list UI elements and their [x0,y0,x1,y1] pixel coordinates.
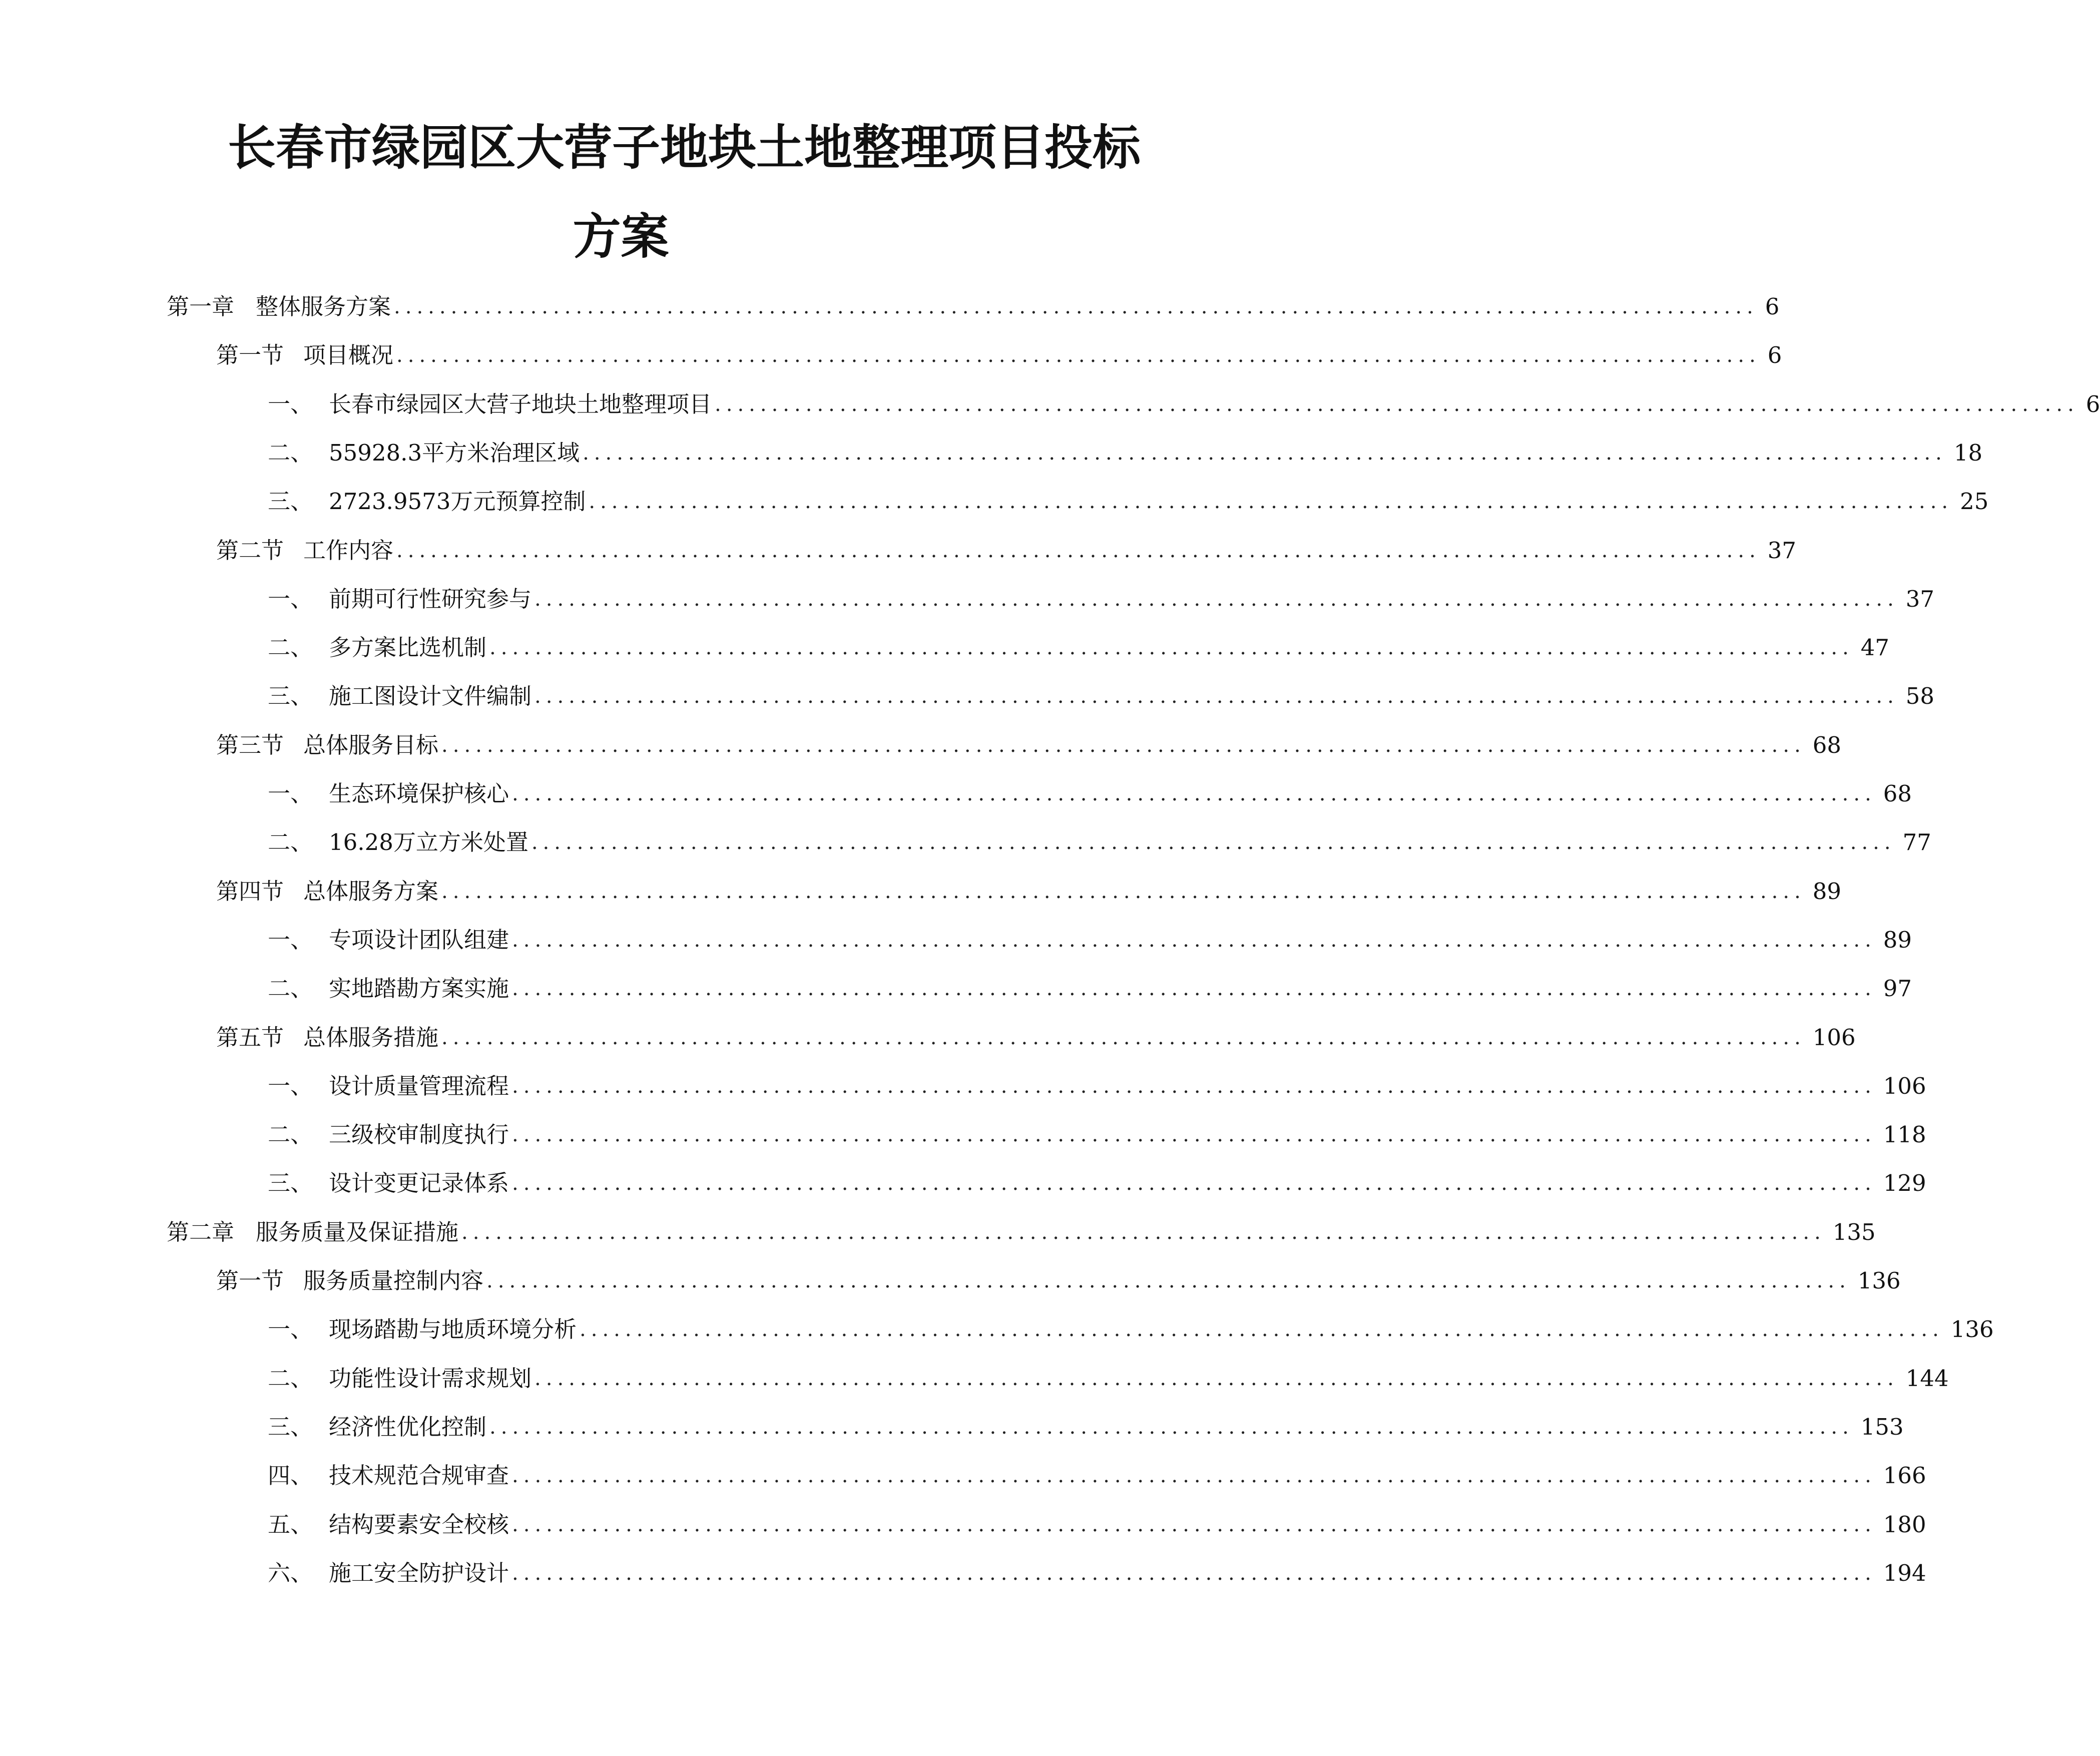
toc-page-number: 6 [1767,342,1782,369]
document-title-line-2: 方案 [573,208,669,265]
toc-dot-leader: ........................................................................................................................ [589,490,1953,514]
toc-entry-title: 项目概况 [303,342,394,369]
toc-dot-leader: ........................................................................................................................ [512,1123,1876,1147]
toc-entry-number: 第二节 [216,537,284,564]
toc-entry[interactable] [268,679,1935,714]
toc-dot-leader: ........................................................................................................................ [512,928,1876,952]
toc-entry-title: 55928.3平方米治理区域 [329,439,580,466]
toc-dot-leader: ........................................................................................................................ [580,1318,1944,1342]
toc-page-number: 136 [1857,1267,1901,1294]
toc-entry-title: 生态环境保护核心 [329,780,509,807]
toc-dot-leader: ........................................................................................................................ [396,344,1761,367]
toc-entry[interactable] [216,874,1842,909]
toc-page-number: 129 [1883,1170,1926,1197]
toc-entry-number: 一、 [268,926,313,953]
toc-entry[interactable] [268,1166,1926,1201]
toc-dot-leader: ........................................................................................................................ [535,587,1899,611]
toc-page-number: 68 [1812,731,1842,758]
toc-entry[interactable] [216,728,1842,763]
toc-entry[interactable] [268,1507,1926,1542]
toc-entry-number: 四、 [268,1462,313,1489]
toc-entry-number: 一、 [268,1072,313,1099]
toc-entry-title: 设计质量管理流程 [329,1072,509,1099]
toc-page-number: 37 [1767,537,1797,564]
toc-entry[interactable] [268,1069,1926,1104]
toc-page-number: 180 [1883,1511,1926,1538]
toc-entry-number: 第三节 [216,731,284,758]
toc-entry-title: 前期可行性研究参与 [329,585,532,612]
toc-page-number: 194 [1883,1559,1926,1586]
toc-entry-title: 整体服务方案 [256,293,391,320]
toc-entry[interactable] [268,435,1983,471]
toc-dot-leader: ........................................................................................................................ [461,1220,1826,1244]
toc-entry-title: 施工安全防护设计 [329,1559,509,1586]
toc-dot-leader: ........................................................................................................................ [394,295,1758,318]
toc-dot-leader: ........................................................................................................................ [441,880,1806,903]
toc-dot-leader: ........................................................................................................................ [441,733,1806,757]
toc-entry-number: 三、 [268,1170,313,1197]
toc-dot-leader: ........................................................................................................................ [512,1513,1876,1536]
toc-entry[interactable] [268,1312,1994,1347]
toc-entry-title: 总体服务方案 [303,877,439,905]
toc-entry-number: 二、 [268,439,313,466]
toc-page-number: 68 [1883,780,1912,807]
toc-entry-title: 2723.9573万元预算控制 [329,488,586,515]
toc-entry-title: 现场踏勘与地质环境分析 [329,1316,577,1343]
document-title-line-1: 长春市绿园区大营子地块土地整理项目投标 [228,119,1141,176]
toc-entry-number: 一、 [268,1316,313,1343]
toc-page-number: 6 [1765,293,1780,320]
toc-entry-number: 二、 [268,1365,313,1392]
toc-entry-number: 五、 [268,1511,313,1538]
toc-entry-title: 16.28万立方米处置 [329,829,529,856]
toc-entry[interactable] [268,1117,1926,1152]
toc-dot-leader: ........................................................................................................................ [535,1367,1899,1390]
toc-entry[interactable] [268,971,1912,1006]
toc-entry-title: 技术规范合规审查 [329,1462,509,1489]
toc-entry[interactable] [216,338,1782,373]
toc-dot-leader: ........................................................................................................................ [512,1561,1876,1585]
toc-entry[interactable] [268,387,2100,422]
toc-entry-title: 实地踏勘方案实施 [329,975,509,1002]
toc-entry[interactable] [268,1410,1904,1445]
toc-page-number: 135 [1832,1218,1876,1245]
toc-entry-title: 专项设计团队组建 [329,926,509,953]
toc-entry[interactable] [167,1215,1876,1250]
toc-dot-leader: ........................................................................................................................ [512,1172,1876,1195]
toc-entry-number: 一、 [268,585,313,612]
toc-entry[interactable] [268,630,1890,665]
toc-page-number: 106 [1812,1024,1856,1051]
toc-dot-leader: ........................................................................................................................ [531,831,1896,854]
toc-dot-leader: ........................................................................................................................ [715,392,2079,416]
toc-page-number: 77 [1902,829,1931,856]
toc-entry[interactable] [268,582,1935,617]
toc-page-number: 136 [1950,1316,1994,1343]
toc-entry[interactable] [268,825,1931,860]
toc-page-number: 144 [1905,1365,1949,1392]
toc-page-number: 18 [1953,439,1983,466]
toc-entry-title: 经济性优化控制 [329,1413,487,1440]
toc-entry[interactable] [216,1020,1856,1055]
toc-dot-leader: ........................................................................................................................ [489,636,1854,660]
toc-entry-number: 二、 [268,829,313,856]
toc-entry-number: 二、 [268,1121,313,1148]
toc-page-number: 37 [1905,585,1935,612]
toc-page-number: 97 [1883,975,1912,1002]
toc-entry-title: 总体服务目标 [303,731,439,758]
toc-page-number: 153 [1860,1413,1904,1440]
toc-dot-leader: ........................................................................................................................ [396,539,1761,562]
toc-dot-leader: ........................................................................................................................ [512,977,1876,1001]
toc-entry[interactable] [216,533,1797,568]
toc-entry-title: 服务质量控制内容 [303,1267,484,1294]
toc-dot-leader: ........................................................................................................................ [512,1464,1876,1488]
toc-entry[interactable] [268,923,1912,958]
toc-entry-number: 六、 [268,1559,313,1586]
toc-entry-title: 多方案比选机制 [329,634,487,661]
toc-entry[interactable] [268,1458,1926,1493]
toc-page-number: 89 [1883,926,1912,953]
toc-entry[interactable] [268,484,1989,519]
toc-entry[interactable] [167,289,1780,324]
toc-entry-number: 一、 [268,390,313,417]
toc-entry-number: 二、 [268,975,313,1002]
toc-entry[interactable] [216,1263,1901,1298]
toc-entry-number: 三、 [268,488,313,515]
toc-entry-number: 第一节 [216,1267,284,1294]
toc-entry-number: 三、 [268,683,313,710]
toc-entry[interactable] [268,776,1912,811]
toc-entry-number: 第一章 [167,293,235,320]
toc-dot-leader: ........................................................................................................................ [583,441,1947,465]
toc-entry-number: 第四节 [216,877,284,905]
toc-entry-number: 三、 [268,1413,313,1440]
toc-entry-number: 一、 [268,780,313,807]
toc-entry-title: 设计变更记录体系 [329,1170,509,1197]
toc-entry-title: 三级校审制度执行 [329,1121,509,1148]
toc-entry-title: 结构要素安全校核 [329,1511,509,1538]
toc-page-number: 25 [1960,488,1989,515]
toc-page-number: 6 [2085,390,2100,417]
toc-dot-leader: ........................................................................................................................ [512,782,1876,805]
toc-entry-number: 二、 [268,634,313,661]
toc-entry-title: 施工图设计文件编制 [329,683,532,710]
toc-dot-leader: ........................................................................................................................ [486,1269,1851,1292]
toc-page-number: 166 [1883,1462,1926,1489]
toc-dot-leader: ........................................................................................................................ [512,1074,1876,1098]
toc-dot-leader: ........................................................................................................................ [535,685,1899,708]
toc-entry-title: 功能性设计需求规划 [329,1365,532,1392]
toc-dot-leader: ........................................................................................................................ [441,1026,1806,1049]
toc-entry[interactable] [268,1361,1949,1396]
toc-entry-number: 第五节 [216,1024,284,1051]
toc-entry-title: 工作内容 [303,537,394,564]
toc-entry-title: 总体服务措施 [303,1024,439,1051]
toc-page-number: 118 [1883,1121,1926,1148]
toc-entry-title: 长春市绿园区大营子地块土地整理项目 [329,390,712,417]
toc-page-number: 106 [1883,1072,1926,1099]
toc-page-number: 58 [1905,683,1935,710]
toc-entry-number: 第二章 [167,1218,235,1245]
toc-page-number: 89 [1812,877,1842,905]
toc-page-number: 47 [1860,634,1890,661]
toc-entry-title: 服务质量及保证措施 [256,1218,459,1245]
toc-entry-number: 第一节 [216,342,284,369]
toc-entry[interactable] [268,1556,1926,1591]
toc-dot-leader: ........................................................................................................................ [489,1415,1854,1439]
